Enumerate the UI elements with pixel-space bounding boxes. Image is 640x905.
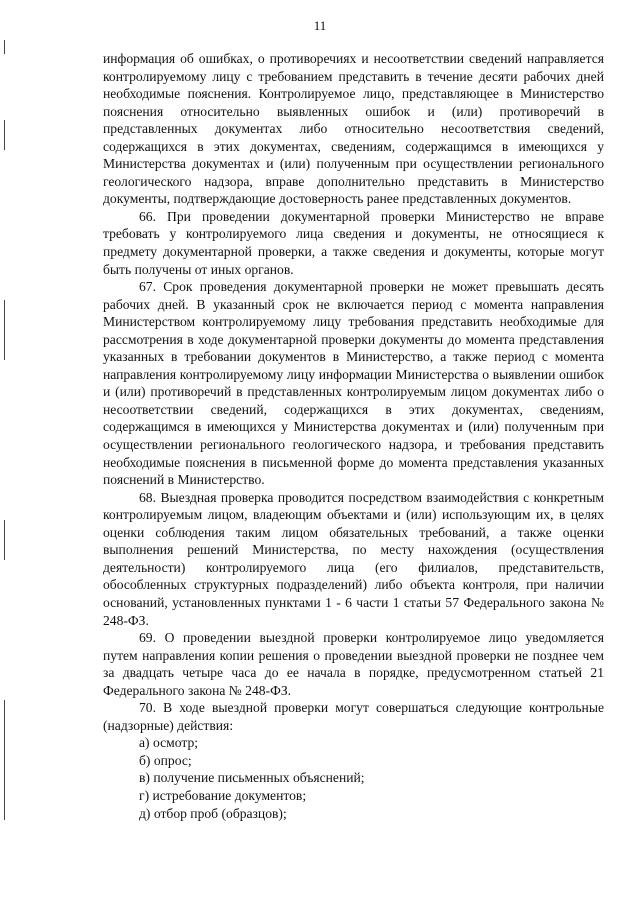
control-actions-list xyxy=(103,734,604,822)
paragraph-68: 68. Выездная проверка проводится посредством взаимодействия с конкретным контролируемым лицом, владеющим объектами и (или) использующим их, в целях оценки соблюдения таким лицом обязательных требований, а также оценки выполнения решений Министерства, по месту нахождения (осуществления деятельности) контролируемого лица (его филиалов, представительств, обособленных структурных подразделений) либо объекта контроля, при наличии оснований, установленных пунктами 1 - 6 части 1 статьи 57 Федерального закона № 248-ФЗ. xyxy=(103,489,604,628)
list-item: а) осмотр; xyxy=(139,735,199,751)
page-number: 11 xyxy=(313,18,327,33)
scan-margin-marks xyxy=(0,0,14,905)
paragraph-65-continuation: информация об ошибках, о противоречиях и несоответствии сведений направляется контролируемому лицу с требованием представить в течение десяти рабочих дней необходимые пояснения. Контролируемое лицо, представляющее в Министерство пояснения относительно выявленных ошибок и (или) противоречий в представленных документах либо относительно несоответствия сведений, содержащихся в этих документах, сведениям, содержащимся в имеющихся у Министерства документах и (или) полученным при осуществлении регионального геологического надзора, вправе дополнительно представить в Министерство документы, подтверждающие достоверность ранее представленных документов. xyxy=(103,51,604,207)
list-item: б) опрос; xyxy=(139,752,192,768)
paragraph-69: 69. О проведении выездной проверки контролируемое лицо уведомляется путем направления копии решения о проведении выездной проверки не позднее чем за двадцать четыре часа до ее начала в порядке, предусмотренном статьей 21 Федерального закона № 248-ФЗ. xyxy=(103,630,604,698)
list-item: г) истребование документов; xyxy=(139,787,307,803)
paragraph-67: 67. Срок проведения документарной проверки не может превышать десять рабочих дней. В указанный срок не включается период с момента направления Министерством контролируемому лицу требования представить необходимые для рассмотрения в ходе документарной проверки документы до момента представления указанных в требовании документов в Министерство, а также период с момента направления контролируемому лицу информации Министерства о выявлении ошибок и (или) противоречий в представленных контролируемым лицом документах либо о несоответствии сведений, содержащихся в этих документах, сведениям, содержащимся в имеющихся у Министерства документах и (или) полученным при осуществлении регионального геологического надзора, и требования представить необходимые пояснения в письменной форме до момента представления указанных пояснений в Министерство. xyxy=(103,279,604,488)
list-item: д) отбор проб (образцов); xyxy=(139,805,287,821)
document-body xyxy=(103,50,604,822)
paragraph-70: 70. В ходе выездной проверки могут совершаться следующие контрольные (надзорные) действия: xyxy=(103,700,604,733)
paragraph-66: 66. При проведении документарной проверки Министерство не вправе требовать у контролируемого лица сведения и документы, не относящиеся к предмету документарной проверки, а также сведения и документы, которые могут быть получены от иных органов. xyxy=(103,208,604,277)
list-item: в) получение письменных объяснений; xyxy=(139,770,365,786)
